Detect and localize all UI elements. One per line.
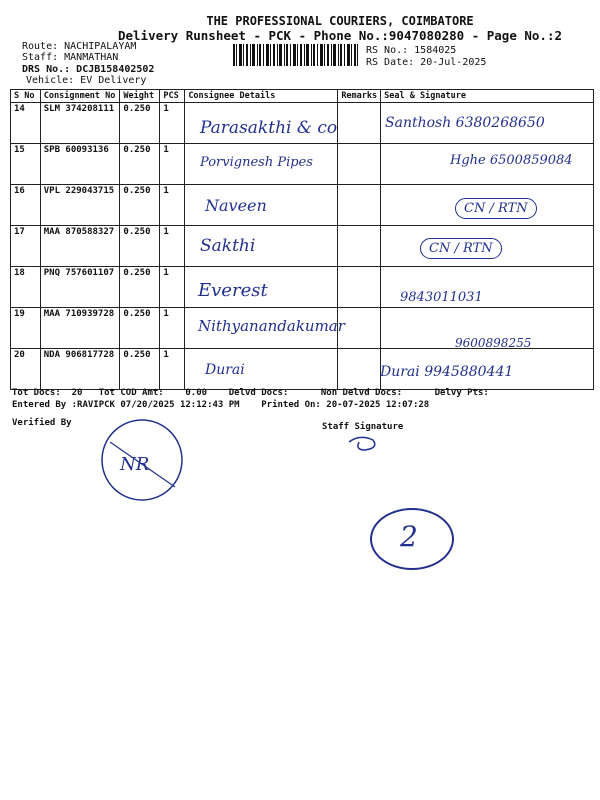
handwritten-seal-15: Hghe 6500859084: [450, 153, 573, 168]
cell-weight: 0.250: [120, 226, 160, 267]
cell-remarks: [338, 267, 381, 308]
handwritten-seal-18: 9843011031: [400, 290, 483, 305]
handwritten-seal-19: 9600898255: [455, 336, 532, 350]
rs-date: RS Date: 20-Jul-2025: [366, 57, 487, 68]
handwritten-consignee-18: Everest: [198, 280, 268, 301]
stamp-text: NR: [120, 454, 150, 475]
cell-sno: 18: [11, 267, 41, 308]
col-consignee: Consignee Details: [185, 90, 338, 103]
cell-sno: 15: [11, 144, 41, 185]
cell-sno: 19: [11, 308, 41, 349]
cell-consignment: NDA 906817728: [40, 349, 120, 390]
page-number-circle: [370, 508, 454, 570]
handwritten-consignee-20: Durai: [205, 362, 245, 378]
handwritten-seal-14: Santhosh 6380268650: [385, 115, 545, 131]
barcode-graphic: [233, 44, 358, 66]
handwritten-consignee-14: Parasakthi & co: [200, 118, 338, 138]
cell-weight: 0.250: [120, 144, 160, 185]
cell-remarks: [338, 226, 381, 267]
cell-pcs: 1: [160, 349, 185, 390]
table-row: [11, 226, 594, 267]
col-seal: Seal & Signature: [381, 90, 594, 103]
cell-remarks: [338, 103, 381, 144]
handwritten-consignee-17: Sakthi: [200, 236, 256, 256]
handwritten-consignee-16: Naveen: [205, 196, 267, 215]
staff-label: Staff: MANMATHAN: [22, 52, 119, 63]
cell-consignment: SPB 60093136: [40, 144, 120, 185]
cell-weight: 0.250: [120, 267, 160, 308]
cell-consignment: VPL 229043715: [40, 185, 120, 226]
col-pcs: PCS: [160, 90, 185, 103]
company-title: THE PROFESSIONAL COURIERS, COIMBATORE: [206, 14, 474, 28]
drs-label: DRS No.: DCJB158402502: [22, 64, 155, 75]
staff-signature-label: Staff Signature: [322, 422, 404, 432]
verification-stamp-mark: [80, 412, 190, 502]
totals-line: Tot Docs: 20 Tot COD Amt: 0.00 Delvd Docs: Non Delvd Docs: Delvy Pts:: [12, 388, 489, 398]
cell-pcs: 1: [160, 226, 185, 267]
cell-pcs: 1: [160, 267, 185, 308]
handwritten-consignee-15: Porvignesh Pipes: [200, 155, 313, 170]
verified-by-label: Verified By: [12, 418, 72, 428]
cell-sno: 20: [11, 349, 41, 390]
cell-sno: 17: [11, 226, 41, 267]
handwritten-consignee-19: Nithyanandakumar: [198, 317, 345, 335]
barcode: [233, 44, 358, 66]
cell-remarks: [338, 349, 381, 390]
entered-by-line: Entered By :RAVIPCK 07/20/2025 12:12:43 PM Printed On: 20-07-2025 12:07:28: [12, 400, 430, 410]
cell-weight: 0.250: [120, 103, 160, 144]
handwritten-seal-17: CN / RTN: [420, 238, 502, 259]
col-consignment: Consignment No: [40, 90, 120, 103]
rs-number: RS No.: 1584025: [366, 45, 457, 56]
handwritten-seal-16: CN / RTN: [455, 198, 537, 219]
col-weight: Weight: [120, 90, 160, 103]
table-row: [11, 267, 594, 308]
runsheet-subtitle: Delivery Runsheet - PCK - Phone No.:9047080280 - Page No.:2: [117, 28, 562, 43]
cell-pcs: 1: [160, 103, 185, 144]
table-header-row: [11, 90, 594, 103]
cell-weight: 0.250: [120, 308, 160, 349]
cell-remarks: [338, 185, 381, 226]
route-label: Route: NACHIPALAYAM: [22, 41, 137, 52]
cell-weight: 0.250: [120, 185, 160, 226]
cell-weight: 0.250: [120, 349, 160, 390]
cell-consignment: PNQ 757601107: [40, 267, 120, 308]
cell-sno: 14: [11, 103, 41, 144]
page-number-mark: 2: [400, 520, 418, 553]
staff-signature-mark: [345, 428, 385, 456]
cell-pcs: 1: [160, 308, 185, 349]
handwritten-seal-20: Durai 9945880441: [380, 364, 514, 380]
cell-pcs: 1: [160, 185, 185, 226]
col-sno: S No: [11, 90, 41, 103]
vehicle-label: Vehicle: EV Delivery: [26, 75, 147, 86]
cell-pcs: 1: [160, 144, 185, 185]
col-remarks: Remarks: [338, 90, 381, 103]
cell-consignment: SLM 374208111: [40, 103, 120, 144]
cell-sno: 16: [11, 185, 41, 226]
cell-consignment: MAA 710939728: [40, 308, 120, 349]
cell-consignment: MAA 870588327: [40, 226, 120, 267]
